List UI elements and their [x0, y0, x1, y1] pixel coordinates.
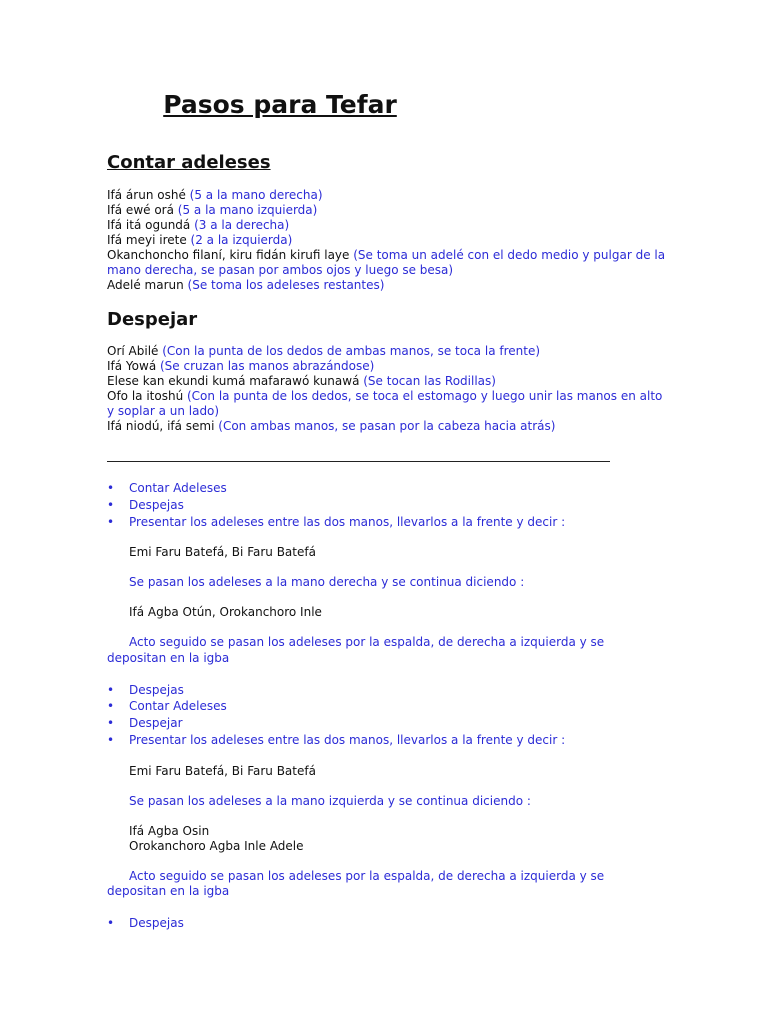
- instruction-text: depositan en la igba: [107, 884, 230, 898]
- chant-text: Ifá Agba Otún, Orokanchoro Inle: [129, 605, 322, 619]
- horizontal-rule: [107, 461, 610, 462]
- contar-line-1: Ifá árun oshé (5 a la mano derecha): [107, 188, 323, 202]
- instruction-text: Acto seguido se pasan los adeleses por la espalda, de derecha a izquierda y se: [129, 635, 605, 649]
- chant-text: Emi Faru Batefá, Bi Faru Batefá: [129, 545, 316, 559]
- document-title: Pasos para Tefar: [163, 90, 397, 119]
- instruction-text: Acto seguido se pasan los adeleses por la espalda, de derecha a izquierda y se: [129, 869, 605, 883]
- section-heading-despejar: Despejar: [107, 309, 198, 330]
- chant-text: Orokanchoro Agba Inle Adele: [129, 839, 304, 853]
- despejar-line-2: Ifá Yowá (Se cruzan las manos abrazándose): [107, 359, 375, 373]
- contar-line-4: Ifá meyi irete (2 a la izquierda): [107, 233, 293, 247]
- contar-line-3: Ifá itá ogundá (3 a la derecha): [107, 218, 290, 232]
- despejar-line-4: Ofo la itoshú (Con la punta de los dedos, se toca el estomago y luego unir las manos en alto y soplar a un lado): [107, 389, 663, 418]
- chant-text: Ifá Agba Osin: [129, 824, 210, 838]
- despejar-line-1: Orí Abilé (Con la punta de los dedos de ambas manos, se toca la frente): [107, 344, 541, 358]
- contar-line-2: Ifá ewé orá (5 a la mano izquierda): [107, 203, 318, 217]
- instruction-text: Se pasan los adeleses a la mano derecha y se continua diciendo :: [129, 575, 525, 589]
- chant-text: Emi Faru Batefá, Bi Faru Batefá: [129, 764, 316, 778]
- contar-line-6: Adelé marun (Se toma los adeleses restantes): [107, 278, 385, 292]
- instruction-text: depositan en la igba: [107, 651, 230, 665]
- section-heading-contar: Contar adeleses: [107, 152, 271, 173]
- despejar-line-3: Elese kan ekundi kumá mafarawó kunawá (Se tocan las Rodillas): [107, 374, 496, 388]
- despejar-line-5: Ifá niodú, ifá semi (Con ambas manos, se pasan por la cabeza hacia atrás): [107, 419, 556, 433]
- contar-line-5: Okanchoncho filaní, kiru fidán kirufi laye (Se toma un adelé con el dedo medio y pulgar de la mano derecha, se pasan por ambos ojos y luego se besa): [107, 248, 666, 277]
- instruction-text: Se pasan los adeleses a la mano izquierda y se continua diciendo :: [129, 794, 531, 808]
